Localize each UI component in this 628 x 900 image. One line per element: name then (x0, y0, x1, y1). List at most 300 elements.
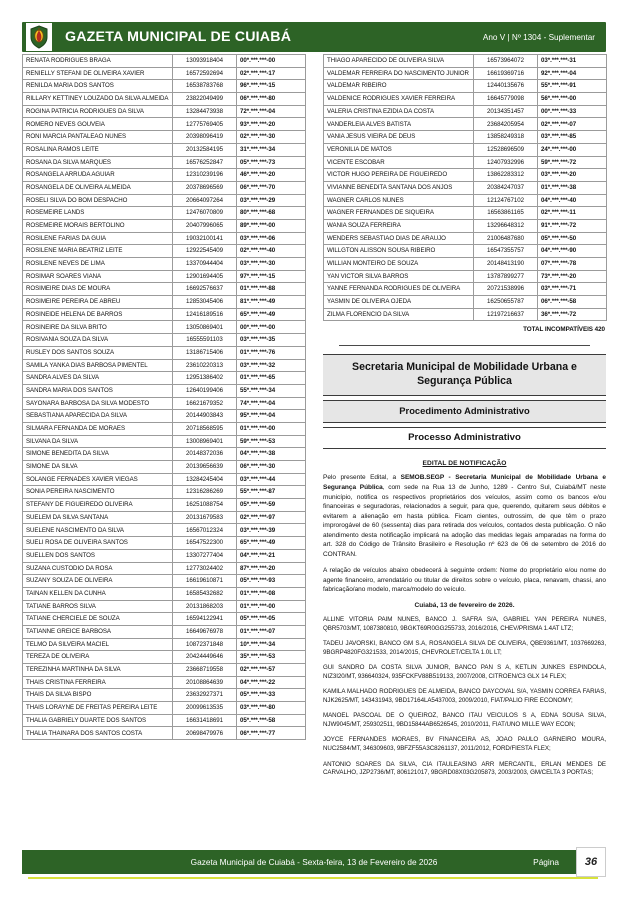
cell-registration-number: 13858249318 (474, 131, 538, 144)
table-row (23, 549, 306, 562)
cell-cpf-masked: 03*.***.***-31 (538, 55, 607, 68)
cell-registration-number: 13862283312 (474, 169, 538, 182)
table-row (23, 537, 306, 550)
cell-name: VICTOR HUGO PEREIRA DE FIGUEIREDO (324, 169, 474, 182)
cell-cpf-masked: 03*.***.***-06 (237, 232, 306, 245)
table-row (23, 245, 306, 258)
cell-name: WILLGTON ALISSON SOUSA RIBEIRO (324, 245, 474, 258)
section-banner-secretaria: Secretaria Municipal de Mobilidade Urbana e Segurança Pública (323, 354, 606, 396)
cell-name: ROSEMEIRE MORAIS BERTOLINO (23, 219, 173, 232)
cell-name: VALDEMAR RIBEIRO (324, 80, 474, 93)
cell-name: YASMIN DE OLIVEIRA OJEDA (324, 296, 474, 309)
right-column (323, 54, 606, 785)
cell-registration-number: 12440135676 (474, 80, 538, 93)
cell-name: RILLARY KETTINEY LOUZADO DA SILVA ALMEIDA (23, 93, 173, 106)
cell-registration-number: 20424449646 (173, 651, 237, 664)
table-row (324, 156, 607, 169)
cell-name: ROSIMEIRE DIAS DE MOURA (23, 283, 173, 296)
cell-name: THALIA GABRIELY DUARTE DOS SANTOS (23, 714, 173, 727)
cell-cpf-masked: 55*.***.***-87 (237, 486, 306, 499)
cell-name: SANDRA MARIA DOS SANTOS (23, 384, 173, 397)
cell-cpf-masked: 03*.***.***-80 (237, 702, 306, 715)
cell-cpf-masked: 01*.***.***-76 (237, 346, 306, 359)
cell-registration-number: 13284245404 (173, 473, 237, 486)
table-row (23, 308, 306, 321)
cell-registration-number: 23822049499 (173, 93, 237, 106)
vehicle-entry: TADEU JAVORSKI, BANCO GM S.A, ROSANGELA SILVA DE OLIVEIRA, QBE9361/MT, 1037669263, 9BGRP4820FG321533, 2014/2015, CHEVROLET/CELTA 1.0L LT; (323, 640, 606, 656)
table-row (23, 258, 306, 271)
vehicle-list (323, 616, 606, 778)
cell-registration-number: 12775769405 (173, 118, 237, 131)
cell-name: SUELLEN DOS SANTOS (23, 549, 173, 562)
cell-name: VICENTE ESCOBAR (324, 156, 474, 169)
cell-cpf-masked: 06*.***.***-58 (538, 296, 607, 309)
cell-cpf-masked: 24*.***.***-00 (538, 143, 607, 156)
cell-cpf-masked: 01*.***.***-65 (237, 372, 306, 385)
cell-name: SIMONE BENEDITA DA SILVA (23, 448, 173, 461)
edital-paragraph-2: A relação de veículos abaixo obedecerá à seguinte ordem: Nome do proprietário e/ou nome do agente financeiro, arrendatário ou titular de direitos sobre o veículo, placa, renavam, chassi, ano fabricação/ano modelo, marca/modelo do veículo. (323, 567, 606, 594)
cell-name: THAIS LORAYNE DE FREITAS PEREIRA LEITE (23, 702, 173, 715)
cell-registration-number: 12951386402 (173, 372, 237, 385)
cell-registration-number: 13296648312 (474, 219, 538, 232)
cell-cpf-masked: 03*.***.***-20 (538, 169, 607, 182)
table-row (23, 181, 306, 194)
cell-name: TATIANE BARROS SILVA (23, 600, 173, 613)
vehicle-entry: KAMILA MALHADO RODRIGUES DE ALMEIDA, BANCO DAYCOVAL S/A, YASMIN CORREA FARIAS, NJK2625/MT, 143431943, 9BD17164LA5437003, 2009/2010, FIAT/PALIO FIRE ECONOMY; (323, 688, 606, 705)
table-row (23, 422, 306, 435)
table-row (23, 676, 306, 689)
cell-name: SIMONE DA SILVA (23, 461, 173, 474)
table-row (23, 67, 306, 80)
edital-p1-pre: Pelo presente Edital, a (323, 474, 401, 482)
cell-cpf-masked: 72*.***.***-04 (237, 105, 306, 118)
cell-name: ROSALINA RAMOS LEITE (23, 143, 173, 156)
table-row (23, 727, 306, 740)
cell-cpf-masked: 59*.***.***-53 (237, 435, 306, 448)
cell-registration-number: 20407996065 (173, 219, 237, 232)
table-row (23, 384, 306, 397)
table-row (23, 702, 306, 715)
cell-name: VALDEMAR FERREIRA DO NASCIMENTO JUNIOR (324, 67, 474, 80)
table-row (23, 575, 306, 588)
cell-name: ROSIMEIRE PEREIRA DE ABREU (23, 296, 173, 309)
cell-cpf-masked: 05*.***.***-59 (237, 499, 306, 512)
cell-name: SILMARA FERNANDA DE MORAES (23, 422, 173, 435)
cell-registration-number: 12124767102 (474, 194, 538, 207)
cell-cpf-masked: 01*.***.***-00 (237, 422, 306, 435)
cell-registration-number: 21006487680 (474, 232, 538, 245)
cell-cpf-masked: 96*.***.***-15 (237, 80, 306, 93)
cell-cpf-masked: 80*.***.***-68 (237, 207, 306, 220)
cell-cpf-masked: 05*.***.***-50 (538, 232, 607, 245)
cell-registration-number: 13307277404 (173, 549, 237, 562)
edital-paragraph-1 (323, 473, 606, 559)
table-row (324, 219, 607, 232)
cell-name: TAINAN KELLEN DA CUNHA (23, 587, 173, 600)
cell-name: VANDERLEIA ALVES BATISTA (324, 118, 474, 131)
cell-name: SAMILA YANKA DIAS BARBOSA PIMENTEL (23, 359, 173, 372)
cell-name: SOLANGE FERNADES XAVIER VIEGAS (23, 473, 173, 486)
cell-registration-number: 16547355757 (474, 245, 538, 258)
table-row (23, 296, 306, 309)
cell-name: SUELENE NASCIMENTO DA SILVA (23, 524, 173, 537)
cell-registration-number: 12901694405 (173, 270, 237, 283)
table-row (23, 486, 306, 499)
cell-registration-number: 16251088754 (173, 499, 237, 512)
cell-registration-number: 20148372036 (173, 448, 237, 461)
table-row (23, 461, 306, 474)
table-body-left (23, 55, 306, 740)
cell-cpf-masked: 05*.***.***-33 (237, 689, 306, 702)
cell-name: ROSINEIRE DA SILVA BRITO (23, 321, 173, 334)
cell-registration-number: 20132584195 (173, 143, 237, 156)
cell-registration-number: 23610220313 (173, 359, 237, 372)
cell-name: WAGNER CARLOS NUNES (324, 194, 474, 207)
cell-name: RUSLEY DOS SANTOS SOUZA (23, 346, 173, 359)
cell-cpf-masked: 65*.***.***-49 (237, 537, 306, 550)
cell-cpf-masked: 00*.***.***-00 (237, 55, 306, 68)
cell-registration-number: 16649676978 (173, 625, 237, 638)
page-footer (22, 850, 606, 874)
table-row (324, 169, 607, 182)
table-row (324, 80, 607, 93)
cell-registration-number: 12773024402 (173, 562, 237, 575)
cell-name: VIVIANNE BENEDITA SANTANA DOS ANJOS (324, 181, 474, 194)
cell-name: TEREZA DE OLIVEIRA (23, 651, 173, 664)
footer-accent-rule (28, 877, 598, 879)
cell-cpf-masked: 01*.***.***-07 (237, 625, 306, 638)
table-row (23, 625, 306, 638)
cell-name: YAN VICTOR SILVA BARROS (324, 270, 474, 283)
cell-cpf-masked: 05*.***.***-93 (237, 575, 306, 588)
table-row (23, 207, 306, 220)
cell-cpf-masked: 04*.***.***-90 (538, 245, 607, 258)
cell-name: TATIANE CHERCIELE DE SOUZA (23, 613, 173, 626)
table-row (23, 600, 306, 613)
table-row (23, 473, 306, 486)
cell-cpf-masked: 31*.***.***-34 (237, 143, 306, 156)
cell-cpf-masked: 04*.***.***-22 (237, 676, 306, 689)
cell-cpf-masked: 07*.***.***-78 (538, 258, 607, 271)
table-row (324, 93, 607, 106)
cell-registration-number: 20378696569 (173, 181, 237, 194)
cell-name: ROGINA PATRICIA RODRIGUES DA SILVA (23, 105, 173, 118)
cell-registration-number: 16567012324 (173, 524, 237, 537)
cell-name: ROSEMEIRE LANDS (23, 207, 173, 220)
cell-name: ROSANGELA ARRUDA AGUIAR (23, 169, 173, 182)
table-row (23, 55, 306, 68)
cell-cpf-masked: 55*.***.***-91 (538, 80, 607, 93)
table-row (23, 359, 306, 372)
cell-registration-number: 16692576637 (173, 283, 237, 296)
cell-name: ROSANA DA SILVA MARQUES (23, 156, 173, 169)
cell-name: ROSILENE MARIA BEATRIZ LEITE (23, 245, 173, 258)
cell-cpf-masked: 35*.***.***-53 (237, 651, 306, 664)
table-row (23, 562, 306, 575)
cell-name: TATIANNE GREICE BARBOSA (23, 625, 173, 638)
cell-cpf-masked: 03*.***.***-44 (237, 473, 306, 486)
edital-title: EDITAL DE NOTIFICAÇÃO (422, 460, 507, 468)
cell-cpf-masked: 91*.***.***-72 (538, 219, 607, 232)
cell-cpf-masked: 03*.***.***-85 (538, 131, 607, 144)
cell-cpf-masked: 02*.***.***-17 (237, 67, 306, 80)
cell-registration-number: 16572592694 (173, 67, 237, 80)
cell-cpf-masked: 95*.***.***-04 (237, 410, 306, 423)
cell-cpf-masked: 02*.***.***-97 (237, 511, 306, 524)
cell-cpf-masked: 06*.***.***-77 (237, 727, 306, 740)
cell-name: YANNE FERNANDA RODRIGUES DE OLIVEIRA (324, 283, 474, 296)
cell-cpf-masked: 89*.***.***-00 (237, 219, 306, 232)
table-row (324, 131, 607, 144)
cell-registration-number: 19032100141 (173, 232, 237, 245)
cell-registration-number: 12922545409 (173, 245, 237, 258)
cell-name: RENIELLY STEFANI DE OLIVEIRA XAVIER (23, 67, 173, 80)
footer-page-label: Página (533, 857, 559, 867)
cell-name: VANIA JESUS VIEIRA DE DEUS (324, 131, 474, 144)
table-row (23, 143, 306, 156)
table-row (23, 93, 306, 106)
cell-registration-number: 13284473938 (173, 105, 237, 118)
cell-cpf-masked: 05*.***.***-58 (237, 714, 306, 727)
cell-registration-number: 20099613535 (173, 702, 237, 715)
vehicle-entry: ALLINE VITORIA PAIM NUNES, BANCO J. SAFRA S/A, GABRIEL YAN PEREIRA NUNES, QBR5703/MT, 1087380810, 9BGKT69R0GG255733, 2016/2016, CHEV/PRISMA 1.4AT LTZ; (323, 616, 606, 632)
cell-cpf-masked: 65*.***.***-49 (237, 308, 306, 321)
cell-cpf-masked: 56*.***.***-00 (538, 93, 607, 106)
cell-registration-number: 20108864639 (173, 676, 237, 689)
cell-name: ROSELI SILVA DO BOM DESPACHO (23, 194, 173, 207)
cell-cpf-masked: 59*.***.***-72 (538, 156, 607, 169)
cell-name: ROSILENE FARIAS DA GUIA (23, 232, 173, 245)
cell-name: SUZANY SOUZA DE OLIVEIRA (23, 575, 173, 588)
cell-cpf-masked: 04*.***.***-40 (538, 194, 607, 207)
cell-name: SEBASTIANA APARECIDA DA SILVA (23, 410, 173, 423)
cell-cpf-masked: 01*.***.***-88 (237, 283, 306, 296)
edital-p1-post: , com sede na Rua 13 de Junho, 1289 - Centro Sul, Cuiabá/MT neste município, notifica os respectivos proprietários dos veículos, assim como os bancos e/ou financeiras e seguradoras, relacionados a seguir, para que, querendo, quitarem seus débitos e evitarem a alienação em hasta pública. Ficam cientes, outrossim, de que têm o prazo improrogável de 60 (sessenta) dias para retirada dos veículos, contados desta publicação. O não atendimento desta notificação implicará na adoção das medidas legais amparadas na forma do art. 328 do Código de Trânsito Brasileiro e Resolução nº 623 de 06 de setembro de 2016 do CONTRAN. (323, 483, 606, 558)
cell-registration-number: 13093918404 (173, 55, 237, 68)
cell-registration-number: 20664097264 (173, 194, 237, 207)
total-incompatible-label: TOTAL INCOMPATÍVEIS 420 (523, 326, 605, 334)
cell-cpf-masked: 00*.***.***-00 (237, 321, 306, 334)
cell-name: ROMERO NEVES GOUVEIA (23, 118, 173, 131)
cell-registration-number: 13370944404 (173, 258, 237, 271)
masthead-edition-meta: Ano V | Nº 1304 - Suplementar (482, 32, 595, 42)
section-divider (339, 345, 590, 346)
cell-registration-number: 20148413190 (474, 258, 538, 271)
cell-registration-number: 13008969401 (173, 435, 237, 448)
cell-name: WENDERS SEBASTIAO DIAS DE ARAUJO (324, 232, 474, 245)
cell-cpf-masked: 03*.***.***-30 (237, 258, 306, 271)
cell-name: RONI MARCIA PANTALEAO NUNES (23, 131, 173, 144)
cell-name: SUZANA CUSTODIO DA ROSA (23, 562, 173, 575)
cell-cpf-masked: 02*.***.***-11 (538, 207, 607, 220)
table-row (23, 448, 306, 461)
cell-cpf-masked: 00*.***.***-33 (538, 105, 607, 118)
edital-date-line: Cuiabá, 13 de fevereiro de 2026. (414, 602, 515, 609)
table-row (23, 283, 306, 296)
table-row (23, 334, 306, 347)
cell-registration-number: 20131868203 (173, 600, 237, 613)
cell-registration-number: 12197216637 (474, 308, 538, 321)
cell-name: ROSILENE NEVES DE LIMA (23, 258, 173, 271)
footer-publication-text: Gazeta Municipal de Cuiabá - Sexta-feira, 13 de Fevereiro de 2026 (190, 857, 438, 867)
footer-page-number: 36 (576, 847, 606, 877)
cell-registration-number: 16621679352 (173, 397, 237, 410)
cell-cpf-masked: 97*.***.***-15 (237, 270, 306, 283)
cell-registration-number: 16250655787 (474, 296, 538, 309)
cell-registration-number: 16576252847 (173, 156, 237, 169)
cell-name: TEREZINHA MARTINHA DA SILVA (23, 664, 173, 677)
table-row (23, 321, 306, 334)
table-row (23, 410, 306, 423)
cell-cpf-masked: 02*.***.***-30 (237, 131, 306, 144)
cell-cpf-masked: 01*.***.***-08 (237, 587, 306, 600)
cell-registration-number: 12310239196 (173, 169, 237, 182)
cell-name: TELMO DA SILVEIRA MACIEL (23, 638, 173, 651)
cell-cpf-masked: 06*.***.***-30 (237, 461, 306, 474)
cell-cpf-masked: 06*.***.***-70 (237, 181, 306, 194)
cell-registration-number: 16619610871 (173, 575, 237, 588)
table-row (23, 714, 306, 727)
cell-registration-number: 16573964072 (474, 55, 538, 68)
cell-cpf-masked: 10*.***.***-34 (237, 638, 306, 651)
cell-cpf-masked: 36*.***.***-72 (538, 308, 607, 321)
cell-registration-number: 12416189516 (173, 308, 237, 321)
cell-registration-number: 13050869401 (173, 321, 237, 334)
table-row (324, 67, 607, 80)
cell-cpf-masked: 02*.***.***-40 (237, 245, 306, 258)
cell-cpf-masked: 93*.***.***-20 (237, 118, 306, 131)
table-row (324, 270, 607, 283)
cell-cpf-masked: 05*.***.***-05 (237, 613, 306, 626)
vehicle-entry: ANTONIO SOARES DA SILVA, CIA ITAULEASING ARR MERCANTIL, ERLAN MENDES DE CARVALHO, JZP2736/MT, 806121017, 9BGRD08X03G205873, 2003/2003, GM/CELTA 3 PORTAS; (323, 760, 606, 777)
cell-registration-number: 16555591103 (173, 334, 237, 347)
cell-cpf-masked: 06*.***.***-80 (237, 93, 306, 106)
cell-registration-number: 20139656639 (173, 461, 237, 474)
table-row (324, 296, 607, 309)
cell-registration-number: 20718568595 (173, 422, 237, 435)
table-row (23, 664, 306, 677)
cell-registration-number: 20134351457 (474, 105, 538, 118)
cell-registration-number: 12528696509 (474, 143, 538, 156)
coat-of-arms-icon (26, 23, 52, 51)
table-row (324, 283, 607, 296)
table-row (23, 638, 306, 651)
table-body-right (324, 55, 607, 321)
cell-registration-number: 23684205954 (474, 118, 538, 131)
edital-p1-bold: SEMOB.SEGP - Secretaria Municipal de Mobilidade Urbana e Segurança Pública (323, 474, 606, 491)
table-row (23, 169, 306, 182)
cell-name: SANDRA ALVES DA SILVA (23, 372, 173, 385)
cell-registration-number: 12853045406 (173, 296, 237, 309)
table-row (23, 511, 306, 524)
cell-name: ZILMA FLORENCIO DA SILVA (324, 308, 474, 321)
cell-registration-number: 12640199406 (173, 384, 237, 397)
table-row (324, 181, 607, 194)
cell-cpf-masked: 02*.***.***-57 (237, 664, 306, 677)
table-row (23, 689, 306, 702)
cell-registration-number: 13186715406 (173, 346, 237, 359)
cell-registration-number: 16547522300 (173, 537, 237, 550)
table-row (23, 587, 306, 600)
table-row (23, 270, 306, 283)
cell-name: THAIS DA SILVA BISPO (23, 689, 173, 702)
cell-registration-number: 20721538996 (474, 283, 538, 296)
cell-name: WANIA SOUZA FERREIRA (324, 219, 474, 232)
table-row (324, 308, 607, 321)
cell-name: WAGNER FERNANDES DE SIQUEIRA (324, 207, 474, 220)
cell-registration-number: 20398096419 (173, 131, 237, 144)
cell-name: ROSIMAR SOARES VIANA (23, 270, 173, 283)
masthead-title: GAZETA MUNICIPAL DE CUIABÁ (65, 29, 292, 45)
table-row (23, 232, 306, 245)
cell-registration-number: 16631418691 (173, 714, 237, 727)
table-row (324, 143, 607, 156)
cell-name: SAYONARA BARBOSA DA SILVA MODESTO (23, 397, 173, 410)
cell-cpf-masked: 03*.***.***-32 (237, 359, 306, 372)
cell-registration-number: 23632927371 (173, 689, 237, 702)
cell-cpf-masked: 05*.***.***-73 (237, 156, 306, 169)
cell-cpf-masked: 55*.***.***-34 (237, 384, 306, 397)
table-row (324, 55, 607, 68)
table-row (23, 118, 306, 131)
cell-cpf-masked: 87*.***.***-20 (237, 562, 306, 575)
table-row (23, 346, 306, 359)
cell-registration-number: 13787899277 (474, 270, 538, 283)
table-row (23, 80, 306, 93)
cell-name: THALIA THAINARA DOS SANTOS COSTA (23, 727, 173, 740)
cell-registration-number: 16538783768 (173, 80, 237, 93)
cell-cpf-masked: 81*.***.***-49 (237, 296, 306, 309)
cell-cpf-masked: 04*.***.***-38 (237, 448, 306, 461)
cell-cpf-masked: 74*.***.***-04 (237, 397, 306, 410)
left-column (22, 54, 305, 740)
table-row (324, 194, 607, 207)
cell-name: STEFANY DE FIGUEIREDO OLIVEIRA (23, 499, 173, 512)
cell-name: SUELI ROSA DE OLIVEIRA SANTOS (23, 537, 173, 550)
cell-registration-number: 20131679583 (173, 511, 237, 524)
cell-name: VALERIA CRISTINA EZIDIA DA COSTA (324, 105, 474, 118)
cell-cpf-masked: 46*.***.***-20 (237, 169, 306, 182)
cell-cpf-masked: 04*.***.***-21 (237, 549, 306, 562)
cell-registration-number: 12407932996 (474, 156, 538, 169)
cell-name: THIAGO APARECIDO DE OLIVEIRA SILVA (324, 55, 474, 68)
table-row (23, 651, 306, 664)
cell-cpf-masked: 92*.***.***-04 (538, 67, 607, 80)
cell-cpf-masked: 03*.***.***-71 (538, 283, 607, 296)
cell-cpf-masked: 03*.***.***-35 (237, 334, 306, 347)
table-row (23, 131, 306, 144)
table-row (324, 118, 607, 131)
cell-registration-number: 12476070809 (173, 207, 237, 220)
table-row (324, 258, 607, 271)
cell-cpf-masked: 73*.***.***-20 (538, 270, 607, 283)
incompatible-registry-table-right (323, 54, 607, 321)
cell-name: SILVANA DA SILVA (23, 435, 173, 448)
table-row (324, 232, 607, 245)
masthead-header (22, 22, 606, 52)
cell-registration-number: 20144903843 (173, 410, 237, 423)
table-row (324, 207, 607, 220)
section-banner-processo: Processo Administrativo (323, 427, 606, 450)
cell-name: WILLIAN MONTEIRO DE SOUZA (324, 258, 474, 271)
cell-registration-number: 12316286269 (173, 486, 237, 499)
vehicle-entry: MANOEL PASCOAL DE O QUEIROZ, BANCO ITAU VEICULOS S A, EDNA SOUSA SILVA, NJW9045/MT, 259302511, 9BD15844AB6526545, 2010/2011, FIAT/UNO MILLE WAY ECON; (323, 712, 606, 729)
table-row (23, 613, 306, 626)
vehicle-entry: GUI SANDRO DA COSTA SILVA JUNIOR, BANCO PAN S A, KETLIN JUNKES ESPINDOLA, NIZ3I20/MT, 936640324, 935FCKFV88B519133, 2007/2008, CITROEN/C3 GLX 14 FLEX; (323, 664, 606, 680)
incompatible-registry-table-left (22, 54, 306, 740)
table-row (23, 219, 306, 232)
cell-name: RENILDA MARIA DOS SANTOS (23, 80, 173, 93)
